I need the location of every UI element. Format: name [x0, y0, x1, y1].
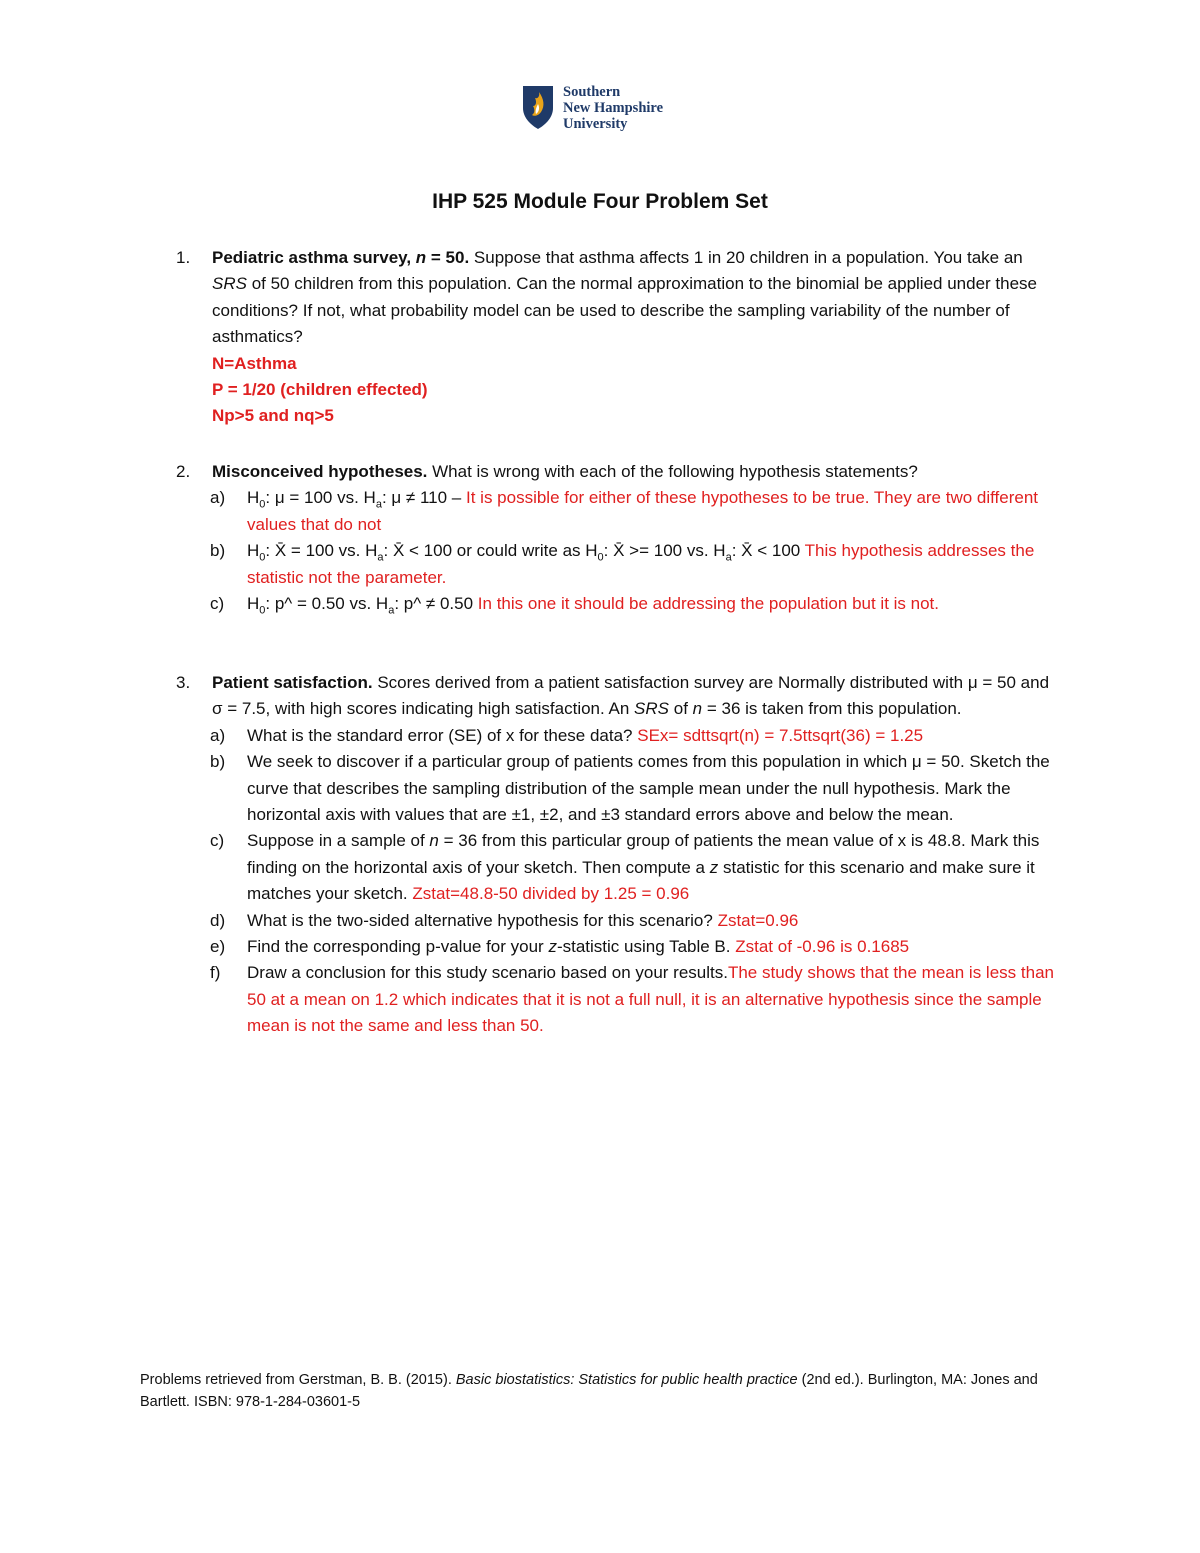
sub-letter: e) — [210, 937, 226, 957]
question-1 — [176, 245, 1056, 430]
citation-text: Problems retrieved from Gerstman, B. B. (2015). — [140, 1372, 456, 1388]
question-text-cont: of — [669, 699, 693, 719]
hypothesis-text: : X̄ = 100 vs. H — [265, 541, 378, 561]
document-title: IHP 525 Module Four Problem Set — [432, 190, 768, 213]
sub-letter: a) — [210, 488, 226, 508]
sub-question-text: = 36 from this particular group of patients the mean value of x is 48.8. Mark this finding on the horizontal axis of your sketch. Then compute a — [247, 831, 1040, 877]
answer-line: Np>5 and nq>5 — [212, 406, 334, 426]
n-variable: n — [692, 699, 703, 719]
sub-question-text: What is the two-sided alternative hypothesis for this scenario? — [247, 910, 718, 930]
sub-question-text: Find the corresponding p-value for your — [247, 937, 549, 957]
sub-letter: c) — [210, 831, 225, 851]
hypothesis-text: : μ ≠ 110 – — [381, 488, 466, 508]
z-variable: z — [709, 857, 719, 877]
srs-term: SRS — [634, 699, 670, 719]
question-number: 2. — [176, 462, 191, 481]
question-text: Scores derived from a patient satisfaction survey are Normally distributed with μ = 50 and σ = 7.5, with high scores indicating high satisfaction. An — [212, 673, 1050, 719]
answer-text: Zstat of -0.96 is 0.1685 — [735, 937, 910, 957]
sub-question-b — [176, 538, 1056, 591]
sub-question-e — [176, 934, 1056, 960]
subscript: a — [725, 551, 732, 564]
hypothesis-text: : X̄ >= 100 vs. H — [603, 541, 726, 561]
answer-text: Zstat=48.8-50 divided by 1.25 = 0.96 — [412, 884, 690, 904]
answer-text: The study shows that the mean is less than 50 at a mean on 1.2 which indicates that it is not a full null, it is an alternative hypothesis since the sample mean is not the same and less than 50. — [247, 963, 1054, 1036]
logo-line-1: Southern — [563, 84, 621, 100]
hypothesis-text: : p^ = 0.50 vs. H — [265, 594, 389, 614]
sub-question-c — [176, 828, 1056, 907]
question-heading: Misconceived hypotheses. — [212, 462, 428, 481]
question-number: 3. — [176, 673, 191, 692]
sub-letter: f) — [210, 963, 221, 983]
sub-question-d — [176, 908, 1056, 934]
n-variable: n — [429, 831, 439, 851]
question-heading: Pediatric asthma survey, — [212, 248, 416, 267]
answer-text: Zstat=0.96 — [717, 910, 799, 930]
z-variable: z — [548, 937, 557, 957]
logo-wordmark — [563, 84, 663, 132]
university-logo — [521, 84, 721, 134]
subscript: a — [377, 551, 384, 564]
answer-text: SEx= sdttsqrt(n) = 7.5ttsqrt(36) = 1.25 — [637, 725, 924, 745]
hypothesis-text: : X̄ < 100 or could write as H — [383, 541, 598, 561]
answer-line: N=Asthma — [212, 353, 297, 373]
sub-question-b — [176, 749, 1056, 828]
sub-question-text: statistic for this scenario and make sure it matches your sketch. — [247, 857, 1035, 904]
sub-question-a — [176, 485, 1056, 538]
subscript: 0 — [259, 498, 266, 511]
logo-line-3: University — [563, 116, 628, 132]
sub-question-text: Suppose in a sample of — [247, 831, 430, 851]
shield-flame-icon — [521, 84, 555, 130]
hypothesis-text: : μ = 100 vs. H — [265, 488, 376, 508]
hypothesis-text: : p^ ≠ 0.50 — [394, 594, 478, 614]
n-value: = 50. — [426, 248, 470, 267]
srs-term: SRS — [212, 274, 247, 294]
sub-question-c — [176, 591, 1056, 617]
answer-text: It is possible for either of these hypotheses to be true. They are two different values that do not — [247, 488, 1039, 534]
footer-citation — [140, 1370, 1060, 1413]
hypothesis-text: : X̄ < 100 — [731, 541, 805, 561]
hypothesis-symbol: H — [247, 541, 260, 561]
answer-text: This hypothesis addresses the statistic not the parameter. — [247, 541, 1035, 587]
subscript: 0 — [597, 551, 604, 564]
logo-line-2: New Hampshire — [563, 100, 664, 116]
question-text: Suppose that asthma affects 1 in 20 children in a population. You take an — [469, 248, 1023, 267]
hypothesis-symbol: H — [247, 488, 260, 508]
question-heading: Patient satisfaction. — [212, 673, 373, 692]
sub-question-text: -statistic using Table B. — [556, 937, 736, 957]
citation-text-end: (2nd ed.). Burlington, MA: Jones and Bartlett. ISBN: 978-1-284-03601-5 — [140, 1372, 1038, 1410]
sub-letter: b) — [210, 541, 226, 561]
sub-letter: b) — [210, 752, 226, 772]
question-body — [212, 670, 1056, 723]
sub-question-text: Draw a conclusion for this study scenario based on your results. — [247, 963, 728, 983]
question-body — [212, 459, 1056, 485]
sub-letter: c) — [210, 594, 225, 614]
question-text-end: = 36 is taken from this population. — [702, 699, 962, 719]
n-variable: n — [415, 248, 427, 267]
answer-line: P = 1/20 (children effected) — [212, 380, 428, 400]
sub-question-text: What is the standard error (SE) of x for these data? — [247, 725, 638, 745]
subscript: a — [375, 498, 382, 511]
subscript: 0 — [259, 551, 266, 564]
subscript: 0 — [259, 604, 266, 617]
question-2 — [176, 459, 1056, 617]
subscript: a — [388, 604, 395, 617]
question-number: 1. — [176, 248, 191, 267]
sub-letter: a) — [210, 725, 226, 745]
answer-text: In this one it should be addressing the population but it is not. — [477, 594, 939, 614]
question-text-cont: of 50 children from this population. Can the normal approximation to the binomial be applied under these conditions? If not, what probability model can be used to describe the sampling variability of the number of asthmatics? — [212, 274, 1038, 347]
sub-question-f — [176, 960, 1056, 1039]
hypothesis-symbol: H — [247, 594, 260, 614]
question-3 — [176, 670, 1056, 1040]
book-title: Basic biostatistics: Statistics for public health practice — [455, 1372, 798, 1388]
question-text: What is wrong with each of the following hypothesis statements? — [427, 462, 918, 481]
question-body — [212, 245, 1056, 430]
sub-question-a — [176, 723, 1056, 749]
sub-question-text: We seek to discover if a particular group of patients comes from this population in which μ = 50. Sketch the curve that describes the sampling distribution of the sample mean under the null hypothesis. Mark the horizontal axis with values that are ±1, ±2, and ±3 standard errors above and below the mean. — [247, 752, 1050, 825]
sub-letter: d) — [210, 910, 226, 930]
